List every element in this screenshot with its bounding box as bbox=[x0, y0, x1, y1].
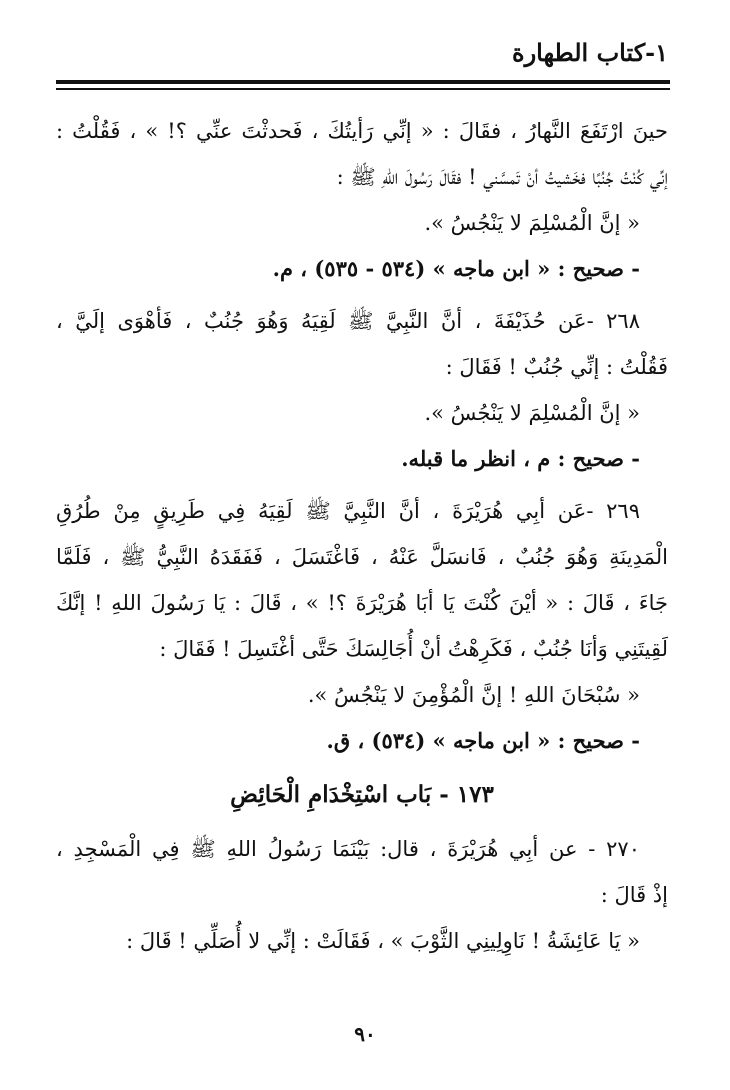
hadith-quote: « إنَّ الْمُسْلِمَ لا يَنْجُسُ ». bbox=[424, 211, 640, 235]
hadith-number-line: ٢٦٨ -عَن حُذَيْفَةَ ، أنَّ النَّبِيَّ ﷺ لَقِيَهُ وَهُوَ جُنُبٌ ، فَأهْوَى إلَيَّ ، bbox=[56, 309, 640, 333]
text-line: حينَ ارْتَفَعَ النَّهارُ ، فقَالَ : « إنِّي رَأيتُكَ ، فَحدثْتَ عنِّي ؟! » ، فَقُلْتُ : bbox=[56, 119, 668, 143]
running-header-title: ١-كتاب الطهارة bbox=[512, 38, 668, 67]
header-rule-thick bbox=[56, 80, 670, 84]
text-line: فَقُلْتُ : إنِّي جُنُبٌ ! فَقَالَ : bbox=[445, 355, 668, 379]
hadith-quote: « سُبْحَانَ اللهِ ! إنَّ الْمُؤْمِنَ لا يَنْجُسُ ». bbox=[307, 683, 640, 707]
text-line: لَقِيتَنِي وَأنَا جُنُبٌ ، فَكَرِهْتُ أنْ أُجَالِسَكَ حَتَّى أغْتَسِلَ ! فَقَالَ : bbox=[159, 637, 668, 661]
grading-note: - صحيح : « ابن ماجه » (٥٣٤) ، ق. bbox=[326, 728, 640, 753]
header-rule-thin bbox=[56, 88, 670, 90]
text-line: إنِّي كُنْتُ جُنُبًا فخَشيتُ أنْ تَمسَّني ! فقَالَ رَسُولَ اللهِ ﷺ : bbox=[336, 165, 668, 189]
text-line: جَاءَ ، قَالَ : « أيْنَ كُنْتَ يَا أبَا هُرَيْرَةَ ؟! » ، قَالَ : يَا رَسُولَ اللهِ ! إنَّكَ bbox=[56, 591, 668, 615]
grading-note: - صحيح : م ، انظر ما قبله. bbox=[401, 446, 640, 471]
hadith-number-line: ٢٧٠ - عن أبِي هُرَيْرَةَ ، قال: بَيْنَمَا رَسُولُ اللهِ ﷺ فِي الْمَسْجِدِ ، bbox=[56, 837, 640, 861]
hadith-quote: « إنَّ الْمُسْلِمَ لا يَنْجُسُ ». bbox=[424, 401, 640, 425]
text-line: الْمَدِينَةِ وَهُوَ جُنُبٌ ، فَانسَلَّ عَنْهُ ، فَاغْتَسَلَ ، فَفَقَدَهُ النَّبِيُّ ﷺ ، فَلَمَّا bbox=[56, 545, 668, 569]
text-line: إذْ قَالَ : bbox=[600, 883, 668, 907]
grading-note: - صحيح : « ابن ماجه » (٥٣٤ - ٥٣٥) ، م. bbox=[272, 256, 640, 281]
page-number: ٩٠ bbox=[354, 1022, 376, 1046]
page-body bbox=[56, 108, 668, 964]
hadith-quote: « يَا عَائِشَةُ ! نَاوِلِينِي الثَّوْبَ » ، فَقَالَتْ : إنِّي لا أُصَلِّي ! قَالَ : bbox=[126, 929, 640, 953]
chapter-heading: ١٧٣ - بَاب اسْتِخْدَامِ الْحَائِضِ bbox=[230, 781, 494, 808]
hadith-number-line: ٢٦٩ -عَن أبِي هُرَيْرَةَ ، أنَّ النَّبِيَّ ﷺ لَقِيَهُ فِي طَرِيقٍ مِنْ طُرُقِ bbox=[56, 499, 640, 523]
